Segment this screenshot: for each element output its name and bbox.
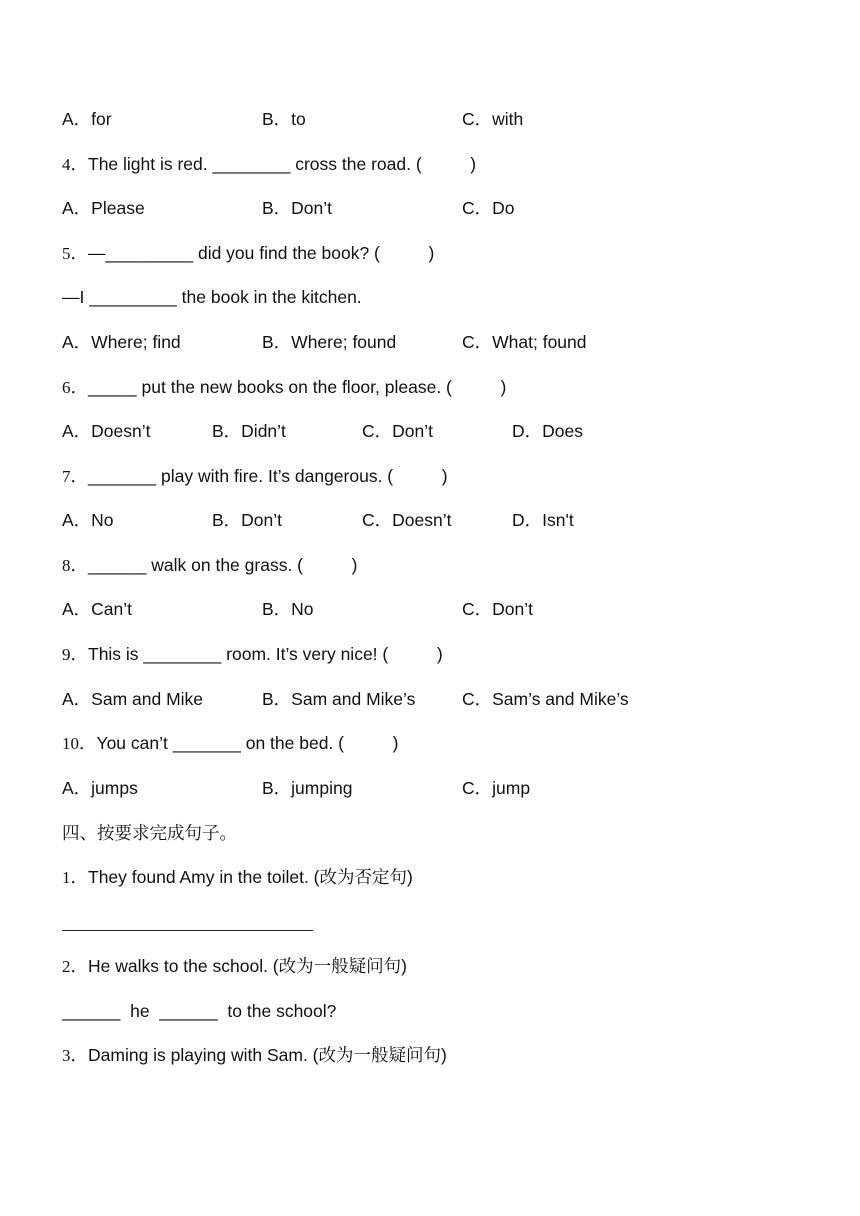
q6-option-d: D．Does xyxy=(512,421,583,441)
q5-option-c: C．What; found xyxy=(462,332,587,352)
question-number: 5 xyxy=(62,244,71,263)
sentence-3 xyxy=(62,1044,447,1067)
sentence-2 xyxy=(62,955,407,978)
q10-option-c: C．jump xyxy=(462,778,531,798)
question-number: 6 xyxy=(62,378,71,397)
section-4-heading: 四、按要求完成句子。 xyxy=(62,823,237,843)
q7-option-a: A．No xyxy=(62,510,114,530)
question-text: ．_____ put the new books on the floor, please. ( ) xyxy=(70,377,507,397)
q4-option-b: B．Don’t xyxy=(262,198,333,218)
question-4 xyxy=(62,153,476,176)
question-text: ．_______ play with fire. It’s dangerous. ( ) xyxy=(70,466,448,486)
q8-option-a: A．Can’t xyxy=(62,599,133,619)
question-number: 4 xyxy=(62,155,71,174)
q6-option-c: C．Don’t xyxy=(362,421,433,441)
question-5-reply: —I _________ the book in the kitchen. xyxy=(62,287,362,307)
q8-option-c: C．Don’t xyxy=(462,599,533,619)
q7-option-b: B．Don’t xyxy=(212,510,283,530)
q6-option-a: A．Doesn’t xyxy=(62,421,151,441)
question-8 xyxy=(62,554,357,577)
q5-option-b: B．Where; found xyxy=(262,332,397,352)
q9-option-b: B．Sam and Mike’s xyxy=(262,689,416,709)
sentence-text: ．He walks to the school. (改为一般疑问句) xyxy=(70,956,407,976)
sentence-number: 2 xyxy=(62,957,71,976)
question-5 xyxy=(62,242,434,265)
question-10 xyxy=(62,732,398,755)
sentence-text: ．Daming is playing with Sam. (改为一般疑问句) xyxy=(70,1045,447,1065)
question-number: 10 xyxy=(62,734,79,753)
question-text: ．You can’t _______ on the bed. ( ) xyxy=(79,733,399,753)
question-7 xyxy=(62,465,448,488)
question-text: ．The light is red. ________ cross the road. ( ) xyxy=(70,154,477,174)
q9-option-a: A．Sam and Mike xyxy=(62,689,204,709)
sentence-2-answer[interactable]: ______ he ______ to the school? xyxy=(62,1001,337,1021)
q10-option-a: A．jumps xyxy=(62,778,138,798)
q7-option-d: D．Isn't xyxy=(512,510,574,530)
q10-option-b: B．jumping xyxy=(262,778,353,798)
question-6 xyxy=(62,376,506,399)
sentence-1 xyxy=(62,866,413,889)
q3-option-c: C．with xyxy=(462,109,524,129)
q9-option-c: C．Sam’s and Mike’s xyxy=(462,689,629,709)
question-number: 9 xyxy=(62,645,71,664)
q3-option-a: A．for xyxy=(62,109,112,129)
answer-line[interactable] xyxy=(62,930,313,931)
q4-option-c: C．Do xyxy=(462,198,515,218)
question-text: ．—_________ did you find the book? ( ) xyxy=(70,243,435,263)
sentence-text: ．They found Amy in the toilet. (改为否定句) xyxy=(70,867,413,887)
q7-option-c: C．Doesn’t xyxy=(362,510,452,530)
sentence-number: 1 xyxy=(62,868,71,887)
q8-option-b: B．No xyxy=(262,599,314,619)
question-number: 8 xyxy=(62,556,71,575)
q3-option-b: B．to xyxy=(262,109,306,129)
q6-option-b: B．Didn’t xyxy=(212,421,286,441)
question-number: 7 xyxy=(62,467,71,486)
question-text: ．This is ________ room. It’s very nice! ( ) xyxy=(70,644,443,664)
question-text: ．______ walk on the grass. ( ) xyxy=(70,555,358,575)
question-9 xyxy=(62,643,443,666)
sentence-number: 3 xyxy=(62,1046,71,1065)
q4-option-a: A．Please xyxy=(62,198,145,218)
q5-option-a: A．Where; find xyxy=(62,332,181,352)
